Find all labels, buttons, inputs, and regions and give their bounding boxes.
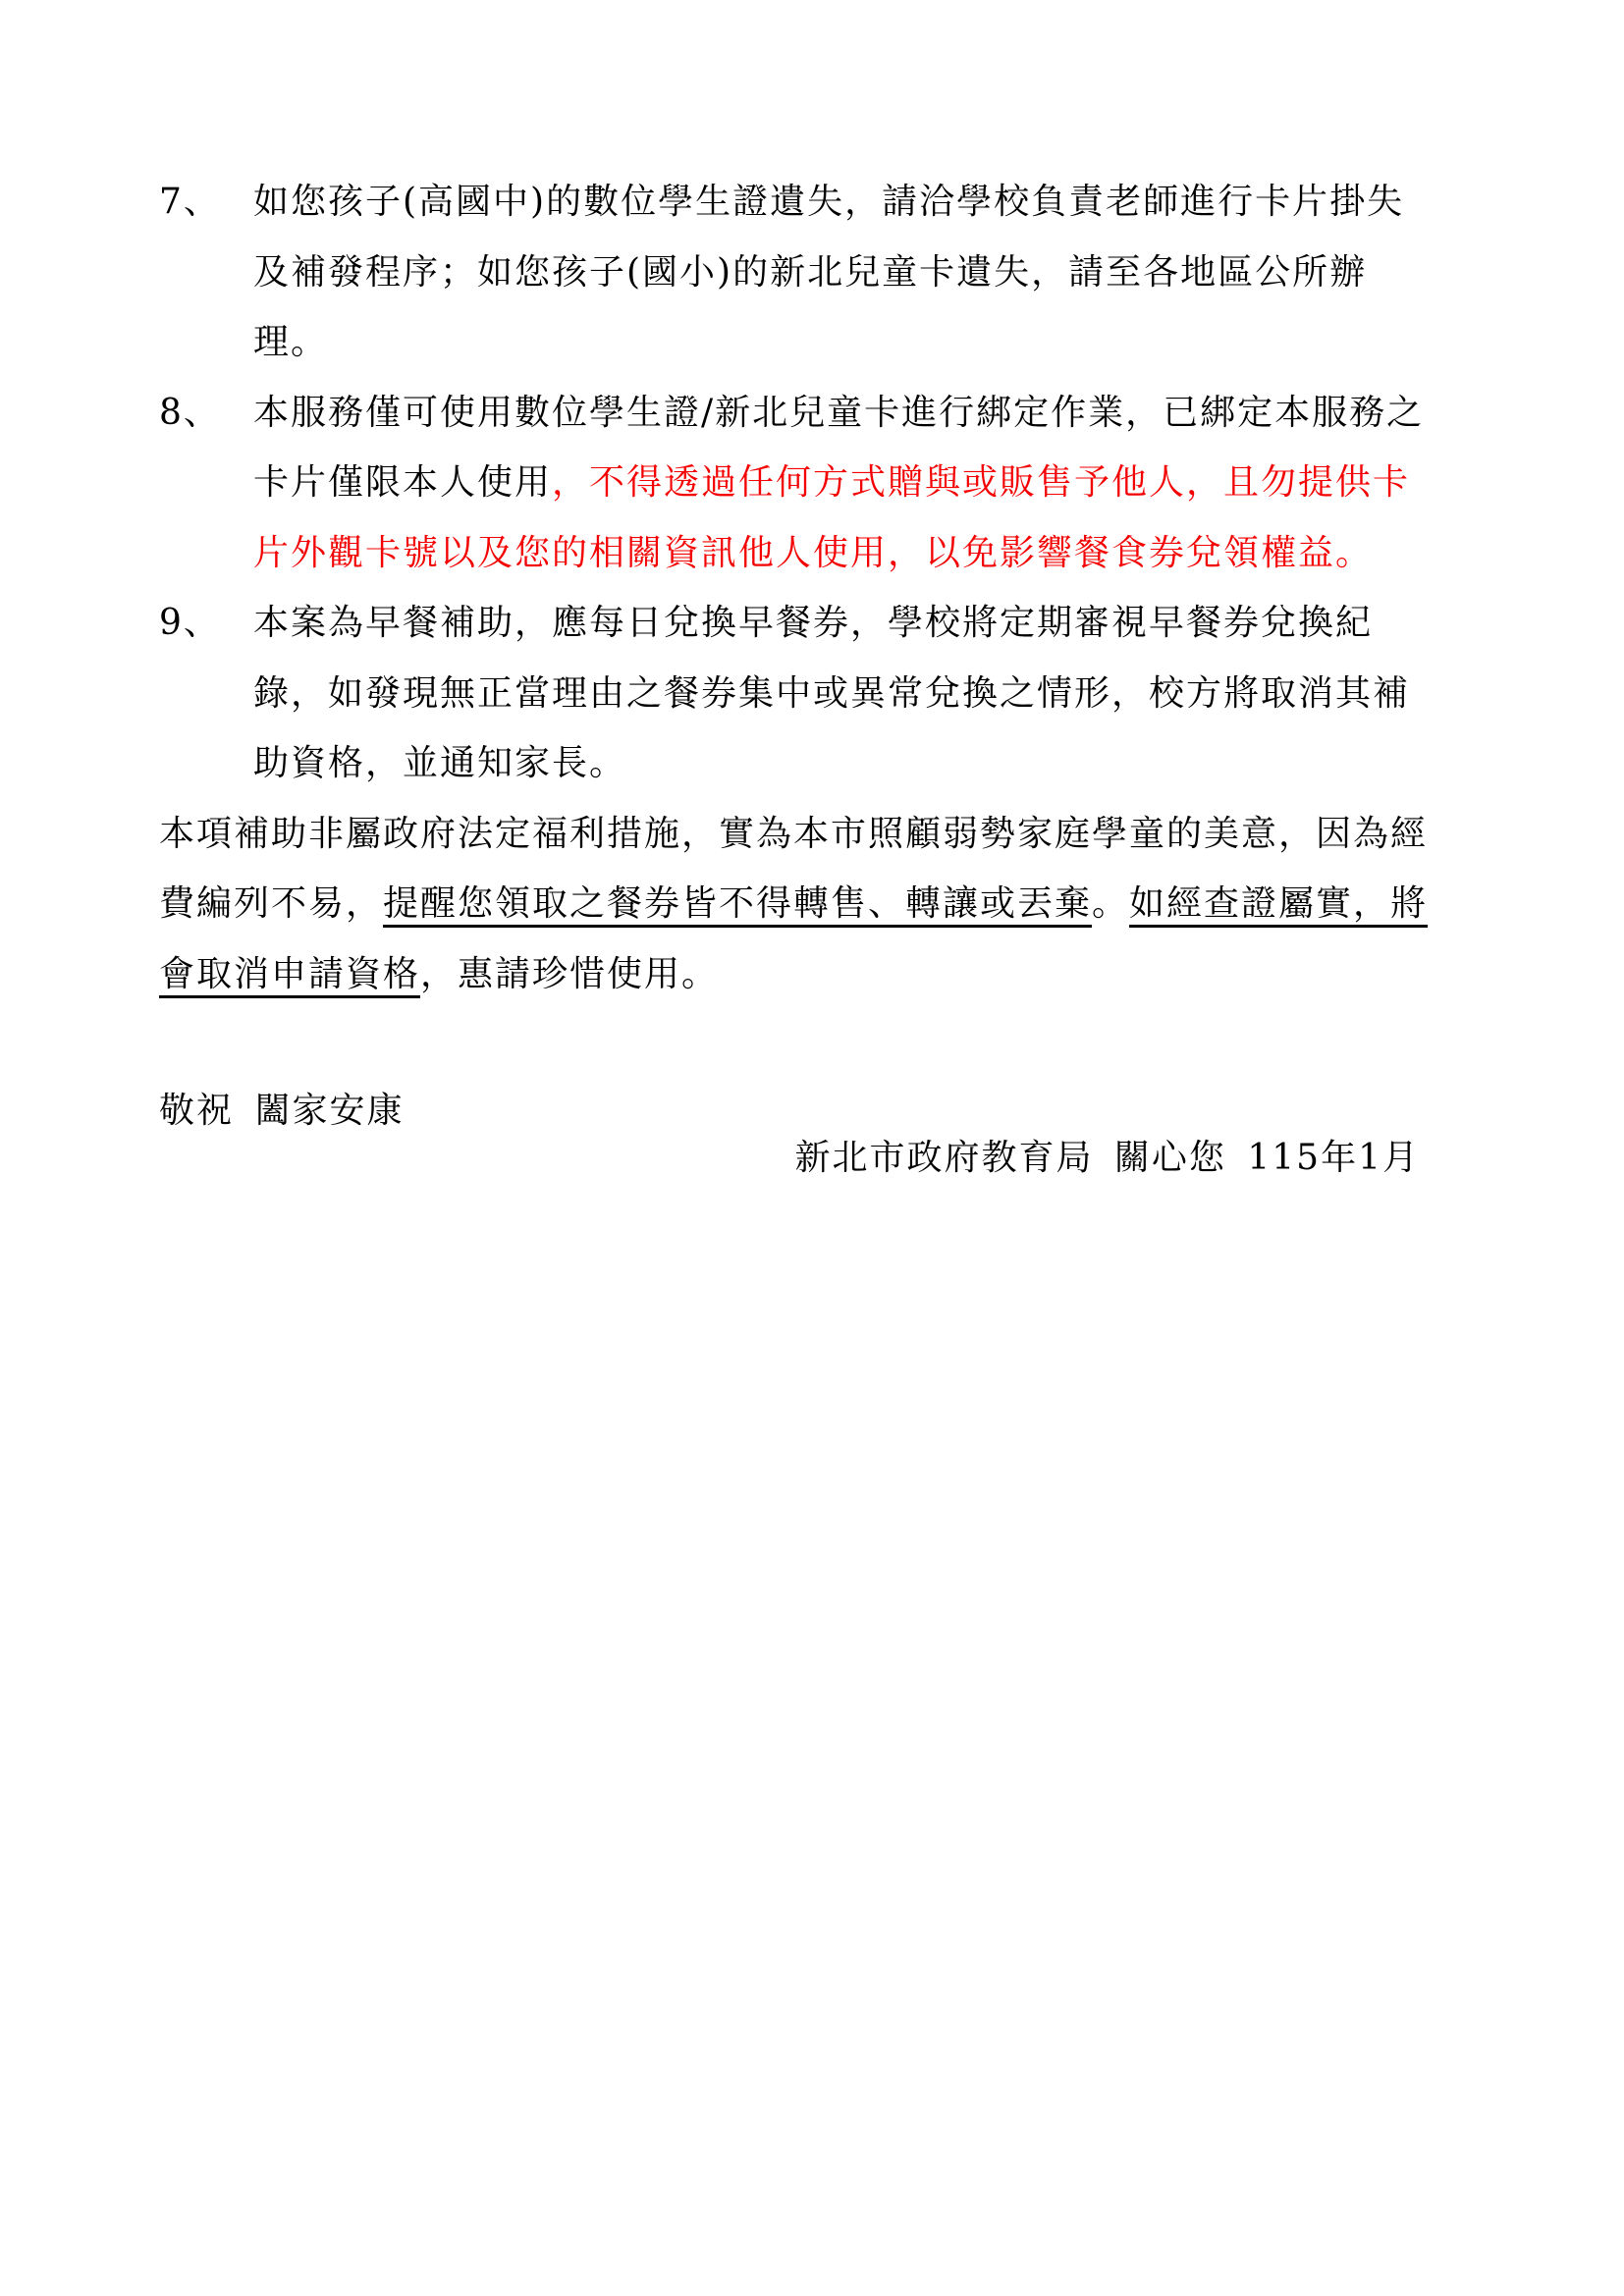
- item-text: [253, 167, 1465, 378]
- text-line: [253, 378, 1465, 449]
- item-number: 8、: [159, 392, 221, 433]
- text-line: [253, 588, 1465, 659]
- numbered-items: [159, 167, 1465, 799]
- text-line: [253, 518, 1465, 589]
- closing-block: [159, 1088, 1465, 1182]
- body-text-run: 理。: [253, 322, 329, 362]
- underlined-warning-text: 如經查證屬實，將: [1129, 883, 1429, 924]
- list-item: [159, 378, 1465, 589]
- red-warning-text: ，不得透過任何方式贈與或販售予他人，且勿提供卡: [552, 462, 1411, 503]
- body-text-run: ，惠請珍惜使用。: [420, 953, 720, 994]
- closing-salutation: 敬祝 闔家安康: [159, 1091, 405, 1131]
- text-line: [253, 307, 1465, 378]
- signature-line: 新北市政府教育局 關心您 115年1月: [794, 1138, 1420, 1178]
- notice-paragraph: [159, 799, 1465, 1010]
- text-line: [159, 939, 1465, 1010]
- item-number: 9、: [159, 603, 221, 643]
- body-text-run: 如您孩子(高國中)的數位學生證遺失，請洽學校負責老師進行卡片掛失: [253, 182, 1405, 222]
- letter-content: [159, 167, 1465, 1182]
- text-line: [159, 799, 1465, 870]
- body-text-run: 及補發程序；如您孩子(國小)的新北兒童卡遺失，請至各地區公所辦: [253, 251, 1368, 293]
- text-line: [253, 167, 1465, 238]
- item-text: [253, 588, 1465, 799]
- list-item: [159, 588, 1465, 799]
- body-text-run: 錄，如發現無正當理由之餐券集中或異常兌換之情形，校方將取消其補: [253, 672, 1411, 714]
- text-line: [159, 869, 1465, 939]
- red-warning-text: 片外觀卡號以及您的相關資訊他人使用，以免影響餐食券兌領權益。: [253, 532, 1374, 573]
- text-line: [253, 659, 1465, 729]
- text-line: [253, 728, 1465, 799]
- body-text-run: 本服務僅可使用數位學生證/新北兒童卡進行綁定作業，已綁定本服務之: [253, 392, 1425, 433]
- body-text-run: 助資格，並通知家長。: [253, 743, 627, 783]
- body-text-run: 本項補助非屬政府法定福利措施，實為本市照顧弱勢家庭學童的美意，因為經: [159, 813, 1429, 854]
- text-line: [253, 448, 1465, 518]
- item-number: 7、: [159, 182, 221, 222]
- body-text-run: 卡片僅限本人使用: [253, 462, 553, 503]
- underlined-warning-text: 會取消申請資格: [159, 953, 421, 994]
- underlined-warning-text: 提醒您領取之餐券皆不得轉售、轉讓或丟棄: [383, 883, 1093, 924]
- item-text: [253, 378, 1465, 589]
- body-text-run: 。: [1092, 883, 1130, 924]
- body-text-run: 本案為早餐補助，應每日兌換早餐券，學校將定期審視早餐券兌換紀: [253, 603, 1374, 643]
- text-line: [253, 238, 1465, 308]
- body-text-run: 費編列不易，: [159, 883, 384, 924]
- list-item: [159, 167, 1465, 378]
